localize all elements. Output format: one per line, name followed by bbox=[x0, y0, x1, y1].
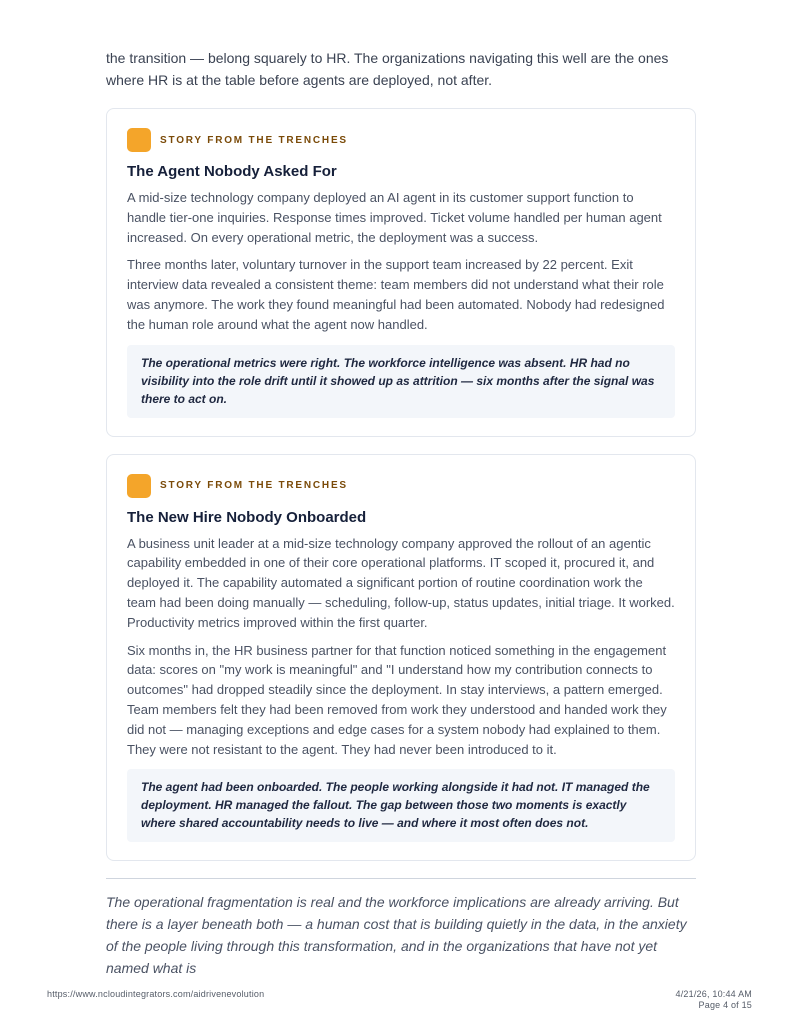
story-eyebrow-label: STORY FROM THE TRENCHES bbox=[160, 480, 348, 492]
story-title: The Agent Nobody Asked For bbox=[127, 163, 337, 180]
story-badge-icon bbox=[127, 128, 151, 152]
story-callout: The operational metrics were right. The workforce intelligence was absent. HR had no visibility into the role drift until it showed up as attrition — six months after the signal was there to act on. bbox=[127, 345, 675, 418]
story-card bbox=[106, 454, 696, 862]
story-paragraph: Six months in, the HR business partner for that function noticed something in the engagement data: scores on "my work is meaningful" and "I understand how my contribution connects to outcomes" had dropped steadily since the deployment. In stay interviews, a pattern emerged. Team members felt they had been removed from work they understood and handed work they did not — managing exceptions and edge cases for a system nobody had explained to them. They were not resistant to the agent. They had never been introduced to it. bbox=[127, 642, 667, 757]
story-title: The New Hire Nobody Onboarded bbox=[127, 508, 367, 526]
closing-paragraph: The operational fragmentation is real and the workforce implications are already arriving. But there is a layer beneath both — a human cost that is building quietly in the data, in the anxiety of the people living through this transformation, and in the organizations that have not yet named what is bbox=[106, 894, 687, 977]
story-card bbox=[106, 108, 696, 437]
story-paragraph: A business unit leader at a mid-size technology company approved the rollout of an agentic capability embedded in one of their core operational platforms. IT scoped it, procured it, and deployed it. The capability automated a significant portion of routine coordination work the team had been doing manually — scheduling, follow-up, status updates, initial triage. It worked. Productivity metrics improved within the first quarter. bbox=[127, 535, 675, 630]
story-eyebrow bbox=[127, 474, 675, 498]
story-badge-icon bbox=[127, 474, 151, 498]
story-callout: The agent had been onboarded. The people working alongside it had not. IT managed the deployment. HR managed the fallout. The gap between those two moments is exactly where shared accountability needs to live — and where it most often does not. bbox=[127, 769, 675, 842]
intro-paragraph: the transition — belong squarely to HR. The organizations navigating this well are the ones where HR is at the table before agents are deployed, not after. bbox=[106, 50, 669, 88]
story-eyebrow bbox=[127, 128, 675, 152]
footer-timestamp: 4/21/26, 10:44 AM bbox=[675, 989, 752, 999]
footer-meta bbox=[676, 989, 752, 1011]
document-body bbox=[106, 47, 696, 977]
story-paragraph: A mid-size technology company deployed an AI agent in its customer support function to handle tier-one inquiries. Response times improved. Ticket volume handled per human agent increased. On every operational metric, the deployment was a success. bbox=[127, 190, 662, 245]
footer-page-number: Page 4 of 15 bbox=[698, 1000, 752, 1010]
footer-url: https://www.ncloudintegrators.com/aidrivenevolution bbox=[47, 989, 265, 999]
section-divider bbox=[106, 878, 696, 879]
story-eyebrow-label: STORY FROM THE TRENCHES bbox=[160, 134, 348, 146]
story-paragraph: Three months later, voluntary turnover in the support team increased by 22 percent. Exit interview data revealed a consistent theme: team members did not understand what their role was anymore. The work they found meaningful had been automated. Nobody had redesigned the human role around what the agent now handled. bbox=[127, 257, 665, 332]
